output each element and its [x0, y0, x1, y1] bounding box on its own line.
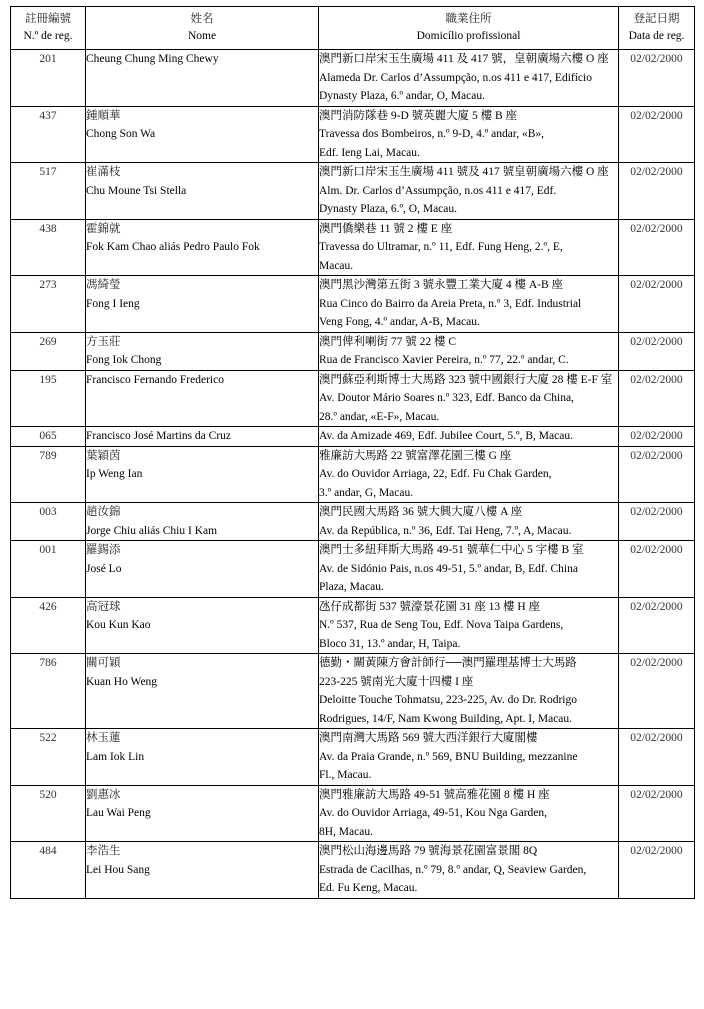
address-line: 澳門僑樂巷 11 號 2 樓 E 座 — [319, 222, 453, 235]
address-line: Av. da Amizade 469, Edf. Jubilee Court, 5.º, B, Macau. — [319, 430, 573, 442]
table-row — [11, 427, 695, 447]
registration-date: 02/02/2000 — [619, 106, 695, 163]
registration-number: 438 — [11, 219, 86, 276]
name-chinese: 霍錦就 — [86, 222, 121, 235]
name-portuguese: Fong I Ieng — [86, 297, 140, 310]
address-cell — [319, 446, 619, 503]
name-cell — [86, 597, 319, 654]
name-chinese: 李浩生 — [86, 845, 121, 857]
name-portuguese: Francisco José Martins da Cruz — [86, 430, 231, 442]
table-row — [11, 163, 695, 220]
address-line: 8H, Macau. — [319, 825, 373, 838]
name-portuguese: Cheung Chung Ming Chewy — [86, 53, 219, 65]
address-line: Alm. Dr. Carlos d’Assumpção, n.os 411 e 417, Edf. — [319, 184, 557, 197]
table-row — [11, 597, 695, 654]
name-cell — [86, 729, 319, 786]
address-cell — [319, 106, 619, 163]
address-line: Dynasty Plaza, 6.º, O, Macau. — [319, 203, 458, 215]
address-line: Dynasty Plaza, 6.º andar, O, Macau. — [319, 90, 485, 102]
table-header — [11, 7, 695, 50]
address-line: 28.º andar, «E-F», Macau. — [319, 410, 440, 423]
name-cell — [86, 219, 319, 276]
address-line: Rua de Francisco Xavier Pereira, n.º 77, 22.º andar, C. — [319, 354, 569, 366]
table-row — [11, 654, 695, 729]
name-chinese: 馮綺瑩 — [86, 279, 121, 291]
header-date — [619, 7, 695, 50]
address-cell — [319, 785, 619, 842]
registration-date: 02/02/2000 — [619, 427, 695, 447]
name-chinese: 趙汝錦 — [86, 506, 121, 518]
registration-date: 02/02/2000 — [619, 446, 695, 503]
address-line: 澳門消防隊巷 9-D 號英麗大廈 5 樓 B 座 — [319, 109, 518, 122]
address-cell — [319, 597, 619, 654]
registry-table — [10, 6, 695, 899]
registration-number: 426 — [11, 597, 86, 654]
registration-date: 02/02/2000 — [619, 163, 695, 220]
header-address-zh: 職業住所 — [445, 13, 492, 25]
name-portuguese: Fok Kam Chao aliás Pedro Paulo Fok — [86, 241, 260, 253]
name-portuguese: Chu Moune Tsi Stella — [86, 184, 187, 197]
address-cell — [319, 276, 619, 333]
registration-number: 003 — [11, 503, 86, 541]
table-row — [11, 276, 695, 333]
address-line: 澳門松山海邊馬路 79 號海景花園富景閣 8Q — [319, 845, 538, 857]
name-portuguese: Chong Son Wa — [86, 128, 156, 140]
registration-date: 02/02/2000 — [619, 332, 695, 370]
address-line: Av. do Ouvidor Arriaga, 22, Edf. Fu Chak Garden, — [319, 468, 552, 480]
address-line: 223-225 號南光大廈十四樓 I 座 — [319, 675, 474, 688]
name-chinese: 崔滿枝 — [86, 166, 121, 178]
address-line: 氹仔成都街 537 號濠景花園 31 座 13 樓 H 座 — [319, 600, 541, 613]
address-line: Ed. Fu Keng, Macau. — [319, 882, 418, 894]
name-cell — [86, 654, 319, 729]
address-line: Plaza, Macau. — [319, 581, 384, 593]
address-line: 澳門蘇亞利斯博士大馬路 323 號中國銀行大廈 28 樓 E-F 室 — [319, 373, 613, 386]
registration-number: 484 — [11, 842, 86, 899]
header-number-zh: 註冊編號 — [25, 13, 71, 25]
address-line: Veng Fong, 4.º andar, A-B, Macau. — [319, 316, 480, 328]
header-address-pt: Domicílio profissional — [416, 30, 521, 42]
table-row — [11, 50, 695, 107]
address-line: Edf. Ieng Lai, Macau. — [319, 146, 420, 159]
address-cell — [319, 654, 619, 729]
address-line: Av. Doutor Mário Soares n.º 323, Edf. Banco da China, — [319, 392, 574, 404]
header-name-pt: Nome — [187, 30, 217, 42]
registration-number: 517 — [11, 163, 86, 220]
table-row — [11, 446, 695, 503]
name-portuguese: Fong Iok Chong — [86, 354, 162, 366]
registration-date: 02/02/2000 — [619, 597, 695, 654]
address-line: Bloco 31, 13.º andar, H, Taipa. — [319, 637, 461, 650]
address-line: Rodrigues, 14/F, Nam Kwong Building, Apt. I, Macau. — [319, 712, 573, 725]
registration-number: 269 — [11, 332, 86, 370]
name-cell — [86, 427, 319, 447]
header-number-pt: N.º de reg. — [23, 30, 73, 42]
name-cell — [86, 163, 319, 220]
registration-date: 02/02/2000 — [619, 503, 695, 541]
address-line: 澳門俾利喇街 77 號 22 樓 C — [319, 335, 457, 348]
address-cell — [319, 219, 619, 276]
registration-number: 520 — [11, 785, 86, 842]
name-chinese: 方玉莊 — [86, 335, 121, 348]
name-cell — [86, 106, 319, 163]
name-portuguese: José Lo — [86, 562, 122, 575]
name-chinese: 劉惠冰 — [86, 788, 121, 801]
name-cell — [86, 370, 319, 427]
address-line: 德勤・關黃陳方會計師行──澳門羅理基博士大馬路 — [319, 657, 577, 669]
name-cell — [86, 50, 319, 107]
address-cell — [319, 332, 619, 370]
header-name-zh: 姓名 — [190, 13, 214, 25]
table-row — [11, 785, 695, 842]
address-line: 澳門雅廉訪大馬路 49-51 號高雅花園 8 樓 H 座 — [319, 788, 550, 801]
name-cell — [86, 332, 319, 370]
table-row — [11, 370, 695, 427]
registration-number: 065 — [11, 427, 86, 447]
address-line: 澳門新口岸宋玉生廣場 411 及 417 號，皇朝廣場六樓 O 座 — [319, 53, 609, 65]
address-cell — [319, 503, 619, 541]
address-line: Travessa do Ultramar, n.º 11, Edf. Fung Heng, 2.º, E, — [319, 241, 563, 253]
table-row — [11, 219, 695, 276]
address-line: 3.º andar, G, Macau. — [319, 486, 414, 499]
name-portuguese: Kou Kun Kao — [86, 619, 151, 631]
registration-date: 02/02/2000 — [619, 276, 695, 333]
registration-date: 02/02/2000 — [619, 219, 695, 276]
address-line: 澳門南灣大馬路 569 號大西洋銀行大廈閣樓 — [319, 732, 538, 744]
header-date-pt: Data de reg. — [628, 30, 685, 42]
registration-number: 789 — [11, 446, 86, 503]
name-chinese: 羅錫添 — [86, 544, 121, 556]
name-cell — [86, 785, 319, 842]
name-portuguese: Jorge Chiu aliás Chiu I Kam — [86, 524, 218, 537]
registration-number: 001 — [11, 541, 86, 598]
table-row — [11, 503, 695, 541]
registration-date: 02/02/2000 — [619, 370, 695, 427]
registration-number: 273 — [11, 276, 86, 333]
address-line: 澳門新口岸宋玉生廣場 411 號及 417 號皇朝廣場六樓 O 座 — [319, 166, 609, 178]
header-name — [86, 7, 319, 50]
table-row — [11, 729, 695, 786]
address-line: Av. da República, n.º 36, Edf. Tai Heng, 7.º, A, Macau. — [319, 524, 572, 537]
registration-number: 786 — [11, 654, 86, 729]
address-cell — [319, 370, 619, 427]
address-cell — [319, 163, 619, 220]
address-line: 澳門民國大馬路 36 號大興大廈八樓 A 座 — [319, 506, 523, 518]
name-portuguese: Lau Wai Peng — [86, 807, 151, 819]
header-date-zh: 登記日期 — [633, 13, 680, 25]
registration-number: 522 — [11, 729, 86, 786]
address-line: Travessa dos Bombeiros, n.º 9-D, 4.º andar, «B», — [319, 128, 545, 140]
name-chinese: 高冠球 — [86, 600, 121, 613]
registration-date: 02/02/2000 — [619, 785, 695, 842]
address-line: N.º 537, Rua de Seng Tou, Edf. Nova Taipa Gardens, — [319, 619, 564, 631]
table-row — [11, 332, 695, 370]
address-line: 雅廉訪大馬路 22 號富澤花園三樓 G 座 — [319, 449, 512, 462]
name-portuguese: Lei Hou Sang — [86, 863, 150, 876]
registration-number: 437 — [11, 106, 86, 163]
address-line: Fl., Macau. — [319, 769, 372, 781]
name-portuguese: Francisco Fernando Frederico — [86, 373, 224, 386]
address-cell — [319, 842, 619, 899]
address-cell — [319, 50, 619, 107]
name-portuguese: Lam Iok Lin — [86, 750, 145, 763]
name-portuguese: Ip Weng Ian — [86, 468, 143, 480]
address-cell — [319, 427, 619, 447]
header-number — [11, 7, 86, 50]
address-line: Av. da Praia Grande, n.º 569, BNU Building, mezzanine — [319, 750, 578, 763]
table-body — [11, 50, 695, 899]
address-line: Av. de Sidónio Pais, n.os 49-51, 5.º andar, B, Edf. China — [319, 562, 578, 575]
registration-date: 02/02/2000 — [619, 50, 695, 107]
table-row — [11, 541, 695, 598]
address-line: 澳門黑沙灣第五街 3 號永豐工業大廈 4 樓 A-B 座 — [319, 279, 564, 291]
address-line: Macau. — [319, 259, 354, 272]
address-line: 澳門士多紐拜斯大馬路 49-51 號華仁中心 5 字樓 B 室 — [319, 544, 584, 556]
address-line: Rua Cinco do Bairro da Areia Preta, n.º 3, Edf. Industrial — [319, 297, 582, 310]
table-row — [11, 106, 695, 163]
header-address — [319, 7, 619, 50]
address-cell — [319, 729, 619, 786]
registration-date: 02/02/2000 — [619, 541, 695, 598]
name-chinese: 葉穎茵 — [86, 449, 121, 462]
table-row — [11, 842, 695, 899]
registration-number: 195 — [11, 370, 86, 427]
registration-number: 201 — [11, 50, 86, 107]
name-cell — [86, 503, 319, 541]
name-cell — [86, 842, 319, 899]
address-cell — [319, 541, 619, 598]
name-cell — [86, 541, 319, 598]
registration-date: 02/02/2000 — [619, 842, 695, 899]
address-line: Alameda Dr. Carlos d’Assumpção, n.os 411 e 417, Edifício — [319, 71, 592, 84]
name-cell — [86, 276, 319, 333]
registration-date: 02/02/2000 — [619, 654, 695, 729]
address-line: Estrada de Cacilhas, n.º 79, 8.º andar, Q, Seaview Garden, — [319, 863, 587, 876]
name-cell — [86, 446, 319, 503]
name-chinese: 林玉蓮 — [86, 732, 121, 744]
registration-date: 02/02/2000 — [619, 729, 695, 786]
address-line: Deloitte Touche Tohmatsu, 223-225, Av. do Dr. Rodrigo — [319, 694, 577, 706]
name-chinese: 鍾順華 — [86, 109, 121, 122]
address-line: Av. do Ouvidor Arriaga, 49-51, Kou Nga Garden, — [319, 807, 548, 819]
registry-page — [10, 6, 694, 899]
name-chinese: 關可穎 — [86, 657, 121, 669]
name-portuguese: Kuan Ho Weng — [86, 675, 158, 688]
